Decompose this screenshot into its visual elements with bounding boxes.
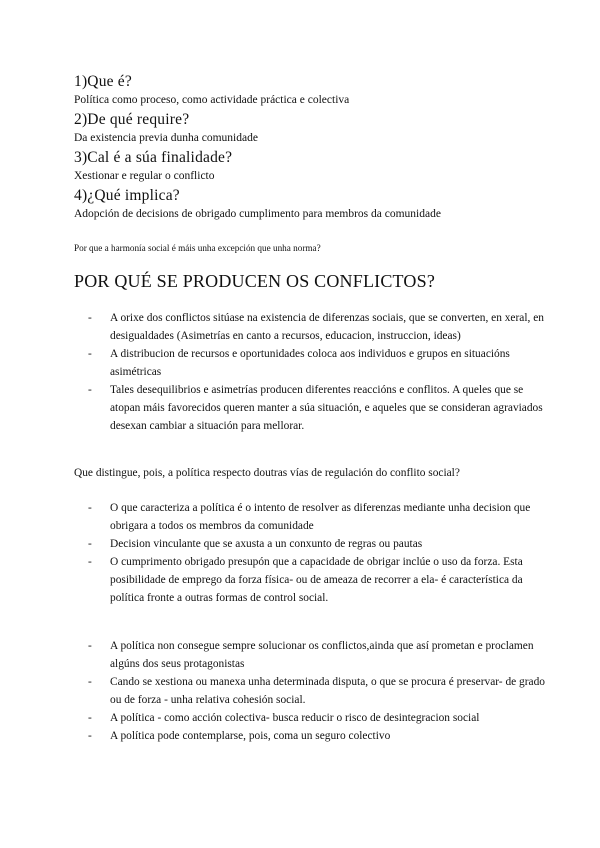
list-item: - O que caracteriza a política é o intento de resolver as diferenzas mediante unha decision que obrigara a todos os membros da comunidade [88,499,548,535]
answer-2: Da existencia previa dunha comunidade [74,132,258,144]
question-answer-block [74,72,574,224]
answer-3: Xestionar e regular o conflicto [74,170,215,182]
answer-4: Adopción de decisions de obrigado cumplimento para membros da comunidade [74,208,441,220]
list-item: - O cumprimento obrigado presupón que a capacidade de obrigar inclúe o uso da forza. Esta posibilidade de emprego da forza física- ou de ameaza de recorrer a ela- é característica da política fronte a outras formas de control social. [88,553,548,607]
list-item: - Cando se xestiona ou manexa unha determinada disputa, o que se procura é preservar- de grado ou de forza - unha relativa cohesión social. [88,673,548,709]
list-item: - Decision vinculante que se axusta a un conxunto de regras ou pautas [88,535,548,553]
question-3: 3)Cal é a súa finalidade? [74,149,233,166]
answer-1: Política como proceso, como actividade práctica e colectiva [74,94,350,106]
list-item: - A política - como acción colectiva- busca reducir o risco de desintegracion social [88,709,548,727]
politics-limits-list [88,637,548,745]
question-1: 1)Que é? [74,73,132,90]
politics-characteristics-list [88,499,548,607]
section-heading: POR QUÉ SE PRODUCEN OS CONFLICTOS? [74,271,436,291]
intro-question: Por que a harmonía social é máis unha excepción que unha norma? [74,243,321,253]
list-item: - A orixe dos conflictos sitúase na existencia de diferenzas sociais, que se converten, en xeral, en desigualdades (Asimetrías en canto a recursos, educacion, instruccion, ideas) [88,309,548,345]
list-item: - A política non consegue sempre solucionar os conflictos,ainda que así prometan e proclamen algúns dos seus protagonistas [88,637,548,673]
politics-distinction-question: Que distingue, pois, a política respecto doutras vías de regulación do conflito social? [74,467,460,479]
list-item: - A distribucion de recursos e oportunidades coloca aos individuos e grupos en situacións asimétricas [88,345,548,381]
question-4: 4)¿Qué implica? [74,187,180,204]
question-2: 2)De qué require? [74,111,190,128]
list-item: - Tales desequilibrios e asimetrías producen diferentes reaccións e conflitos. A queles que se atopan máis favorecidos queren manter a súa situación, e aqueles que se consideran agraviados desexan cambiar a situación para mellorar. [88,381,548,435]
conflict-causes-list [88,309,548,435]
list-item: - A política pode contemplarse, pois, coma un seguro colectivo [88,727,548,745]
